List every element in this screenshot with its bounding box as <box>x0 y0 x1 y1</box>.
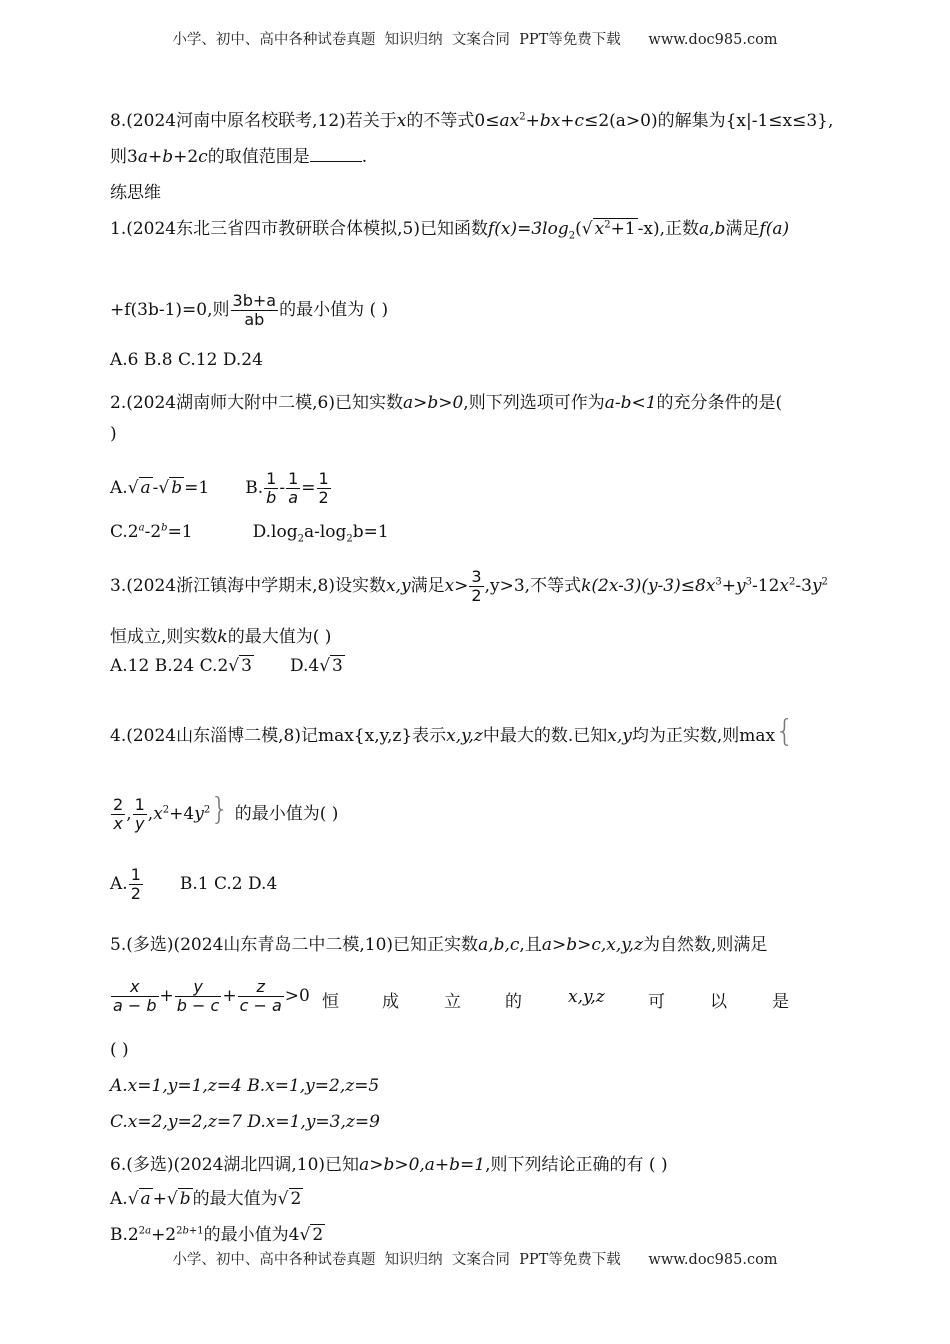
spread-word: 可 <box>648 992 665 1012</box>
spread-word: 成 <box>382 992 399 1012</box>
question-4-line-1: 4.(2024山东淄博二模,8)记max{x,y,z}表示x,y,z中最大的数.已知x,y均为正实数,则max{ <box>110 714 795 749</box>
question-6-line-1: 6.(多选)(2024湖北四调,10)已知a>b>0,a+b=1,则下列结论正确的有 ( ) <box>110 1155 668 1175</box>
question-8-line-1: 8.(2024河南中原名校联考,12)若关于x的不等式$0\le ax^2+bx+c\le 2(a>0)$的解集为{x|-1≤x≤3}, <box>110 111 834 131</box>
fraction: $\frac{x}{a - b}$ <box>113 977 157 1015</box>
spread-word: x,y,z <box>568 987 605 1007</box>
question-4-options: A. $\frac{1}{2}$ B.1 C.2 D.4 <box>110 865 278 903</box>
fraction: $\frac{1}{a}$ <box>288 469 299 507</box>
fraction: $\frac{y}{b - c}$ <box>176 977 220 1015</box>
question-5-line-1: 5.(多选)(2024山东青岛二中二模,10)已知正实数a,b,c,且a>b>c,x,y,z为自然数,则满足 <box>110 935 768 955</box>
fraction: $\frac{1}{y}$ <box>134 795 145 833</box>
question-8-line-2: 则3a+b+2c的取值范围是 . <box>110 147 368 167</box>
question-1-options: A.6 B.8 C.12 D.24 <box>110 350 263 370</box>
fraction: $\frac{3b+a}{ab}$ <box>232 291 277 329</box>
page-header: 小学、初中、高中各种试卷真题 知识归纳 文案合同 PPT等免费下载 www.doc985.com <box>172 32 778 48</box>
spread-word: 恒 <box>322 992 339 1012</box>
question-4-line-2: $\frac{2}{x}$ , $\frac{1}{y}$ $,x^2+4y^2$} 的最小值为( ) <box>113 792 339 833</box>
question-2-line-1: 2.(2024湖南师大附中二模,6)已知实数a>b>0,则下列选项可作为a-b<1的充分条件的是( <box>110 393 783 413</box>
question-5-options-ab: A.x=1,y=1,z=4 B.x=1,y=2,z=5 <box>110 1076 380 1096</box>
spread-word: 立 <box>444 992 461 1012</box>
fraction: $\frac{3}{2}$ <box>471 567 482 605</box>
question-1-line-1: 1.(2024东北三省四市教研联合体模拟,5)已知函数$f(x)=3\log_2(√$ $x^2+1$ -x),正数a,b满足f(a) <box>110 219 790 242</box>
right-brace-icon: } <box>210 792 230 827</box>
question-2-line-2: ) <box>110 424 117 444</box>
fraction: $\frac{1}{2}$ <box>130 865 141 903</box>
left-brace-icon: { <box>775 714 795 749</box>
question-1-line-2: +f(3b-1)=0,则 $\frac{3b+a}{ab}$ 的最小值为 ( ) <box>110 291 389 329</box>
question-3-line-2: 恒成立,则实数k的最大值为( ) <box>110 627 332 647</box>
fraction: $\frac{1}{2}$ <box>318 469 329 507</box>
fraction: $\frac{z}{c - a}$ <box>239 977 282 1015</box>
fraction: $\frac{2}{x}$ <box>113 795 124 833</box>
fraction: $\frac{1}{b}$ <box>266 469 277 507</box>
spread-word: 是 <box>772 992 789 1012</box>
page-footer: 小学、初中、高中各种试卷真题 知识归纳 文案合同 PPT等免费下载 www.doc985.com <box>172 1252 778 1268</box>
question-6-option-a: A.√ a +√ b 的最大值为√ 2 <box>110 1189 302 1209</box>
answer-blank <box>310 147 362 162</box>
question-5-line-2: $\frac{x}{a - b}$ + $\frac{y}{b - c}$ + $\frac{z}{c - a}$ >0 <box>113 977 310 1015</box>
spread-word: 的 <box>505 992 522 1012</box>
sqrt-symbol: √ $x^2+1$ <box>581 219 636 239</box>
question-5-options-cd: C.x=2,y=2,z=7 D.x=1,y=3,z=9 <box>110 1112 380 1132</box>
question-3-options: A.12 B.24 C.2√ 3 D.4√ 3 <box>110 656 343 676</box>
spread-word: 以 <box>710 992 727 1012</box>
section-title: 练思维 <box>110 183 161 203</box>
question-3-line-1: 3.(2024浙江镇海中学期末,8)设实数x,y满足x> $\frac{3}{2}$ ,y>3,不等式$k(2x-3)(y-3)\le 8x^3+y^3-12x^2-3y^2$ <box>110 567 828 605</box>
question-2-options-ab: A.√ a -√ b =1 B. $\frac{1}{b}$ - $\frac{1}{a}$ = $\frac{1}{2}$ <box>110 469 329 507</box>
question-2-options-cd: $C.2^a-2^b=1$ $D.\log_2a-\log_2b=1$ <box>110 522 389 545</box>
question-5-paren: ( ) <box>110 1040 129 1060</box>
question-6-option-b: $B.2^{2a}+2^{2b+1}$的最小值为4√ 2 <box>110 1225 324 1245</box>
